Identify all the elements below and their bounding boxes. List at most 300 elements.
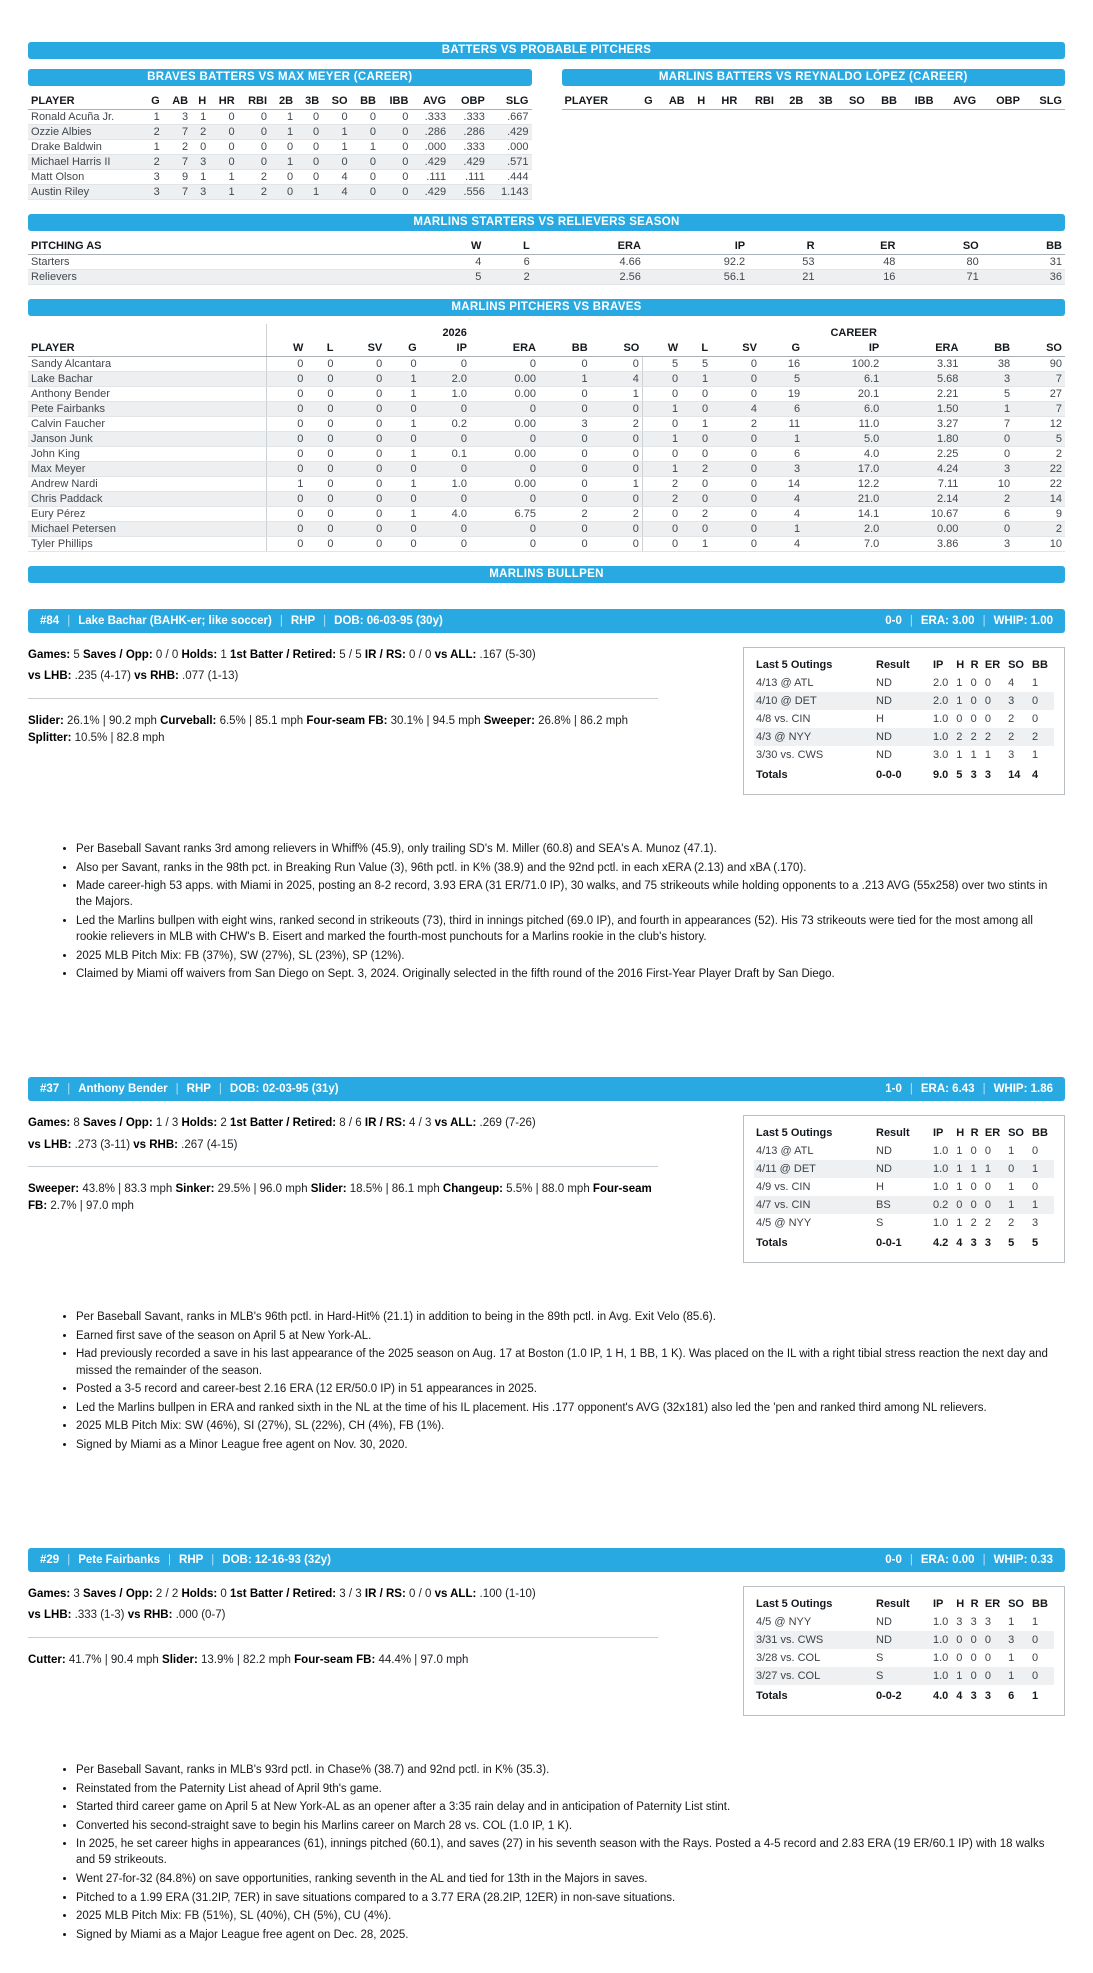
stat-label: vs LHB: — [28, 670, 72, 683]
table-row — [28, 447, 1065, 462]
table-cell: 2B — [777, 94, 806, 110]
table-cell: 7 — [1013, 402, 1065, 417]
table-cell: 4/8 vs. CIN — [756, 713, 811, 725]
pipe-separator: | — [982, 1083, 986, 1096]
table-cell: W — [642, 341, 681, 357]
table-cell: 1 — [209, 185, 237, 200]
card-player-identity — [40, 615, 443, 627]
note-item: • 2025 MLB Pitch Mix: FB (37%), SW (27%), SL (23%), SP (12%). — [76, 948, 1065, 964]
batters-tables-row — [28, 69, 1065, 200]
table-cell: 3 — [163, 110, 191, 125]
table-cell: 10 — [961, 477, 1013, 492]
note-item: • Went 27-for-32 (84.8%) on save opportunities, ranking seventh in the AL and tied for 13th in the Majors in saves. — [76, 1871, 1065, 1887]
stat-label: vs RHB: — [127, 1609, 173, 1622]
table-cell: 0 — [681, 387, 711, 402]
header-segment: 0-0 — [885, 1554, 902, 1566]
table-cell: ND — [876, 1634, 892, 1646]
pipe-separator: | — [67, 1083, 71, 1096]
table-cell: ER — [818, 239, 899, 255]
table-cell: 7 — [961, 417, 1013, 432]
stat-label: vs RHB: — [133, 1138, 178, 1151]
table-header-row — [28, 239, 1065, 255]
table-cell: 1.0 — [420, 387, 470, 402]
table-header-row — [562, 94, 1066, 110]
table-cell: 6 — [484, 255, 532, 270]
table-cell: 3 — [984, 1237, 992, 1250]
table-cell: 0 — [267, 372, 307, 387]
table-row — [28, 492, 1065, 507]
table-cell: 3 — [144, 170, 163, 185]
table-cell: 0.00 — [470, 447, 539, 462]
table-cell: 53 — [748, 255, 817, 270]
table-cell: 2 — [144, 155, 163, 170]
table-row — [28, 140, 532, 155]
table-row — [28, 432, 1065, 447]
table-cell: G — [634, 94, 655, 110]
table-cell: 7.0 — [803, 537, 882, 552]
table-cell: .429 — [411, 185, 449, 200]
table-cell: 0 — [420, 537, 470, 552]
table-cell: 0 — [984, 1670, 992, 1682]
table-cell: 21 — [748, 270, 817, 285]
table-cell: 0 — [336, 417, 385, 432]
table-cell: 1.0 — [933, 713, 949, 725]
table-cell: BB — [1032, 659, 1048, 671]
stat-label: Splitter: — [28, 731, 72, 744]
stat-label: Holds: — [181, 1588, 218, 1600]
table-cell: 7 — [163, 155, 191, 170]
table-cell: 0 — [681, 522, 711, 537]
table-cell: 0 — [711, 462, 760, 477]
note-item: • Made career-high 53 apps. with Miami in 2025, posting an 8-2 record, 3.93 ERA (31 ER/71.0 IP), 30 walks, and 75 strikeouts while holding opponents to a .213 AVG (55x258) over two stints in the Majors. — [76, 878, 1065, 910]
table-cell: 1 — [385, 507, 419, 522]
table-cell: SO — [898, 239, 981, 255]
table-cell: 0 — [970, 677, 977, 689]
table-cell: 4.2 — [933, 1237, 949, 1250]
table-cell: 0 — [1032, 1634, 1039, 1646]
table-cell: 0 — [711, 492, 760, 507]
table-cell: 0 — [267, 417, 307, 432]
table-cell: SO — [1008, 659, 1024, 671]
table-cell: 56.1 — [644, 270, 748, 285]
table-cell: 2.25 — [882, 447, 961, 462]
table-cell: 1 — [956, 749, 963, 761]
table-cell: W — [267, 341, 307, 357]
table-row — [754, 710, 1054, 728]
table-cell: 0 — [970, 713, 977, 725]
table-cell: AB — [163, 94, 191, 110]
table-cell: 0 — [539, 462, 591, 477]
table-cell: 4/5 @ NYY — [756, 1616, 812, 1628]
table-cell: 0 — [379, 170, 411, 185]
table-cell: Totals — [756, 769, 788, 781]
table-cell: 4.66 — [533, 255, 644, 270]
stat-label: Holds: — [181, 649, 218, 661]
table-cell: 0 — [306, 402, 336, 417]
note-item: • Per Baseball Savant, ranks in MLB's 93rd pctl. in Chase% (38.7) and 92nd pctl. in K% (35.3). — [76, 1762, 1065, 1778]
table-cell: 0 — [270, 185, 296, 200]
table-cell: 0 — [1032, 1181, 1039, 1194]
player-notes-list — [62, 1309, 1065, 1453]
card-stats — [28, 1586, 658, 1716]
note-item: • 2025 MLB Pitch Mix: SW (46%), SI (27%), SL (22%), CH (4%), FB (1%). — [76, 1418, 1065, 1434]
table-cell: 12.2 — [803, 477, 882, 492]
table-cell: 0 — [984, 1145, 992, 1158]
table-cell: Lake Bachar — [28, 372, 267, 387]
table-cell: 0 — [470, 522, 539, 537]
table-cell: 0 — [270, 140, 296, 155]
table-cell: 0 — [984, 1181, 992, 1194]
splits-line: vs LHB: .333 (1-3) vs RHB: .000 (0-7) — [28, 1609, 226, 1622]
table-cell: .429 — [449, 155, 488, 170]
pipe-separator: | — [279, 615, 283, 627]
table-cell: 0 — [336, 477, 385, 492]
table-cell: Last 5 Outings — [756, 659, 833, 671]
pipe-separator: | — [175, 1083, 179, 1096]
table-cell: 0 — [642, 387, 681, 402]
table-cell: 0 — [470, 492, 539, 507]
stat-label: vs RHB: — [134, 670, 179, 683]
table-cell: 1 — [1032, 1163, 1039, 1176]
table-cell: IP — [933, 659, 944, 671]
table-cell: 2 — [191, 125, 209, 140]
table-cell: 0 — [267, 522, 307, 537]
table-cell: 3 — [961, 462, 1013, 477]
last-5-outings-table — [754, 1124, 1054, 1252]
table-cell: 0 — [336, 462, 385, 477]
card-header — [28, 1548, 1065, 1572]
table-cell: 0 — [470, 432, 539, 447]
table-cell: 5.0 — [803, 432, 882, 447]
table-cell: IP — [803, 341, 882, 357]
table-cell: R — [970, 659, 979, 671]
table-cell: 1 — [191, 110, 209, 125]
table-cell: Tyler Phillips — [28, 537, 267, 552]
table-cell: SLG — [1023, 94, 1065, 110]
table-cell: S — [876, 1652, 884, 1664]
table-cell: 1 — [1008, 1199, 1015, 1212]
table-cell: 1 — [642, 402, 681, 417]
stat-label: IR / RS: — [364, 649, 406, 661]
table-row — [28, 110, 532, 125]
table-row — [754, 1613, 1054, 1631]
pipe-separator: | — [982, 615, 986, 627]
table-cell: 0 — [470, 537, 539, 552]
table-cell: 0-0-0 — [876, 769, 902, 781]
table-cell: 1 — [270, 125, 296, 140]
table-cell: 7 — [163, 185, 191, 200]
stat-label: Slider: — [310, 1182, 347, 1195]
table-cell: 1 — [385, 477, 419, 492]
table-cell: 0 — [336, 522, 385, 537]
card-player-identity — [40, 1554, 331, 1566]
table-cell: .111 — [449, 170, 488, 185]
table-cell: 0 — [1032, 1670, 1039, 1682]
table-cell: 0 — [209, 125, 237, 140]
table-cell: 2 — [484, 270, 532, 285]
table-cell: 3 — [191, 185, 209, 200]
table-cell: 0 — [470, 357, 539, 372]
table-cell: 2 — [642, 477, 681, 492]
table-cell: R — [748, 239, 817, 255]
table-header-row — [754, 1124, 1054, 1142]
table-cell: 1 — [956, 1145, 963, 1158]
table-cell: 2 — [961, 492, 1013, 507]
table-cell: 0 — [322, 110, 350, 125]
table-cell: PLAYER — [562, 94, 635, 110]
table-cell: 1 — [591, 387, 643, 402]
table-cell: 1 — [760, 522, 803, 537]
table-cell: 1.50 — [882, 402, 961, 417]
header-segment: WHIP: 1.86 — [993, 1083, 1053, 1096]
table-cell: 0 — [306, 447, 336, 462]
table-cell: 1 — [681, 372, 711, 387]
stat-label: vs LHB: — [28, 1609, 72, 1622]
table-cell: G — [144, 94, 163, 110]
table-cell: 0 — [591, 522, 643, 537]
table-row — [28, 170, 532, 185]
table-cell: Austin Riley — [28, 185, 144, 200]
table-cell: 5 — [681, 357, 711, 372]
table-cell: 0 — [267, 447, 307, 462]
table-row — [754, 674, 1054, 692]
table-cell: 3 — [984, 769, 992, 781]
table-cell: 0 — [306, 357, 336, 372]
header-segment: DOB: 06-03-95 (30y) — [334, 615, 443, 627]
table-cell: 0 — [351, 125, 379, 140]
table-cell: 0 — [420, 402, 470, 417]
table-cell: 0 — [591, 402, 643, 417]
table-cell: 4 — [322, 185, 350, 200]
table-cell: 3B — [296, 94, 322, 110]
table-cell: 7 — [163, 125, 191, 140]
table-cell: 0 — [539, 447, 591, 462]
table-cell: 0 — [385, 402, 419, 417]
table-cell: 0 — [711, 537, 760, 552]
table-cell: 16 — [818, 270, 899, 285]
table-cell: 2 — [984, 731, 992, 743]
table-row — [28, 270, 1065, 285]
table-cell: 0 — [591, 357, 643, 372]
bullpen-banner: MARLINS BULLPEN — [28, 566, 1065, 583]
table-header-row — [754, 656, 1054, 674]
table-cell: 6.1 — [803, 372, 882, 387]
table-cell: 1.0 — [933, 1217, 949, 1230]
table-cell: 4/13 @ ATL — [756, 677, 814, 689]
table-cell: 11.0 — [803, 417, 882, 432]
table-cell: 0 — [539, 522, 591, 537]
table-cell: .333 — [449, 140, 488, 155]
braves-batters-section — [28, 69, 532, 200]
table-cell: 0 — [711, 432, 760, 447]
table-cell: HR — [209, 94, 237, 110]
table-cell: 2 — [681, 507, 711, 522]
note-item: • Claimed by Miami off waivers from San Diego on Sept. 3, 2024. Originally selected in the fifth round of the 2016 First-Year Player Draft by San Diego. — [76, 966, 1065, 982]
table-cell: 3 — [984, 1616, 992, 1628]
table-cell: Matt Olson — [28, 170, 144, 185]
table-cell: 6.75 — [470, 507, 539, 522]
header-segment: ERA: 3.00 — [920, 615, 975, 627]
table-cell: L — [484, 239, 532, 255]
table-cell: 3B — [806, 94, 835, 110]
table-cell: 0 — [956, 1652, 963, 1664]
table-cell: 0 — [306, 522, 336, 537]
table-cell: 2 — [1008, 713, 1015, 725]
table-cell: Calvin Faucher — [28, 417, 267, 432]
table-cell: IBB — [379, 94, 411, 110]
table-cell: 2 — [238, 185, 270, 200]
stat-label: Saves / Opp: — [82, 1117, 153, 1130]
table-cell: Result — [876, 659, 910, 671]
table-cell: 38 — [961, 357, 1013, 372]
table-cell: H — [876, 1181, 884, 1194]
header-segment: ERA: 6.43 — [920, 1083, 975, 1096]
table-cell: 5 — [760, 372, 803, 387]
table-cell: 4/5 @ NYY — [756, 1217, 812, 1230]
table-cell: 0 — [970, 1199, 977, 1212]
pitch-mix-line: Sweeper: 43.8% | 83.3 mph Sinker: 29.5% | 96.0 mph Slider: 18.5% | 86.1 mph Changeup: 5.5% | 88.0 mph Four-seam FB: 2.7% | 97.0 mph — [28, 1182, 652, 1212]
table-cell: 4/11 @ DET — [756, 1163, 816, 1176]
table-cell: R — [970, 1127, 979, 1140]
table-row — [28, 185, 532, 200]
table-cell: 0 — [379, 110, 411, 125]
table-cell: 3 — [1008, 695, 1015, 707]
table-row — [754, 1196, 1054, 1214]
table-cell: 5 — [422, 270, 484, 285]
stat-label: Four-seam FB: — [28, 1182, 652, 1212]
table-cell: 0 — [267, 537, 307, 552]
table-cell: 0 — [642, 417, 681, 432]
pipe-separator: | — [168, 1554, 172, 1566]
table-cell: 0 — [1032, 695, 1039, 707]
table-cell: BB — [351, 94, 379, 110]
pipe-separator: | — [909, 1083, 913, 1096]
table-cell: G — [385, 341, 419, 357]
marlins-batters-section — [562, 69, 1066, 200]
header-segment: #29 — [40, 1554, 60, 1566]
table-cell: 1.0 — [933, 1670, 949, 1682]
table-cell: 0 — [238, 155, 270, 170]
player-notes-list — [62, 1762, 1065, 1943]
table-cell: 1 — [385, 447, 419, 462]
table-cell: 0 — [681, 492, 711, 507]
table-cell: 0 — [420, 357, 470, 372]
table-cell: 0 — [591, 492, 643, 507]
table-cell: 2 — [681, 462, 711, 477]
table-cell: .333 — [449, 110, 488, 125]
table-cell: 7.11 — [882, 477, 961, 492]
table-cell: 1 — [267, 477, 307, 492]
bullpen-card-lake-bachar — [28, 609, 1065, 982]
table-cell: 0 — [711, 447, 760, 462]
table-cell: 0 — [539, 477, 591, 492]
table-cell: 1 — [956, 695, 963, 707]
table-cell: 2 — [539, 507, 591, 522]
braves-batters-table — [28, 94, 532, 200]
table-cell: 0 — [306, 372, 336, 387]
table-cell: 14 — [760, 477, 803, 492]
table-cell: 0 — [420, 522, 470, 537]
table-cell: 1.0 — [933, 1181, 949, 1194]
table-cell: 3/30 vs. CWS — [756, 749, 824, 761]
table-cell: 9.0 — [933, 769, 949, 781]
table-cell: 0.00 — [470, 372, 539, 387]
card-body — [28, 1586, 1065, 1716]
table-cell: 1 — [591, 477, 643, 492]
table-cell: RBI — [238, 94, 270, 110]
table-cell: 1 — [970, 749, 977, 761]
last-5-outings-table — [754, 656, 1054, 784]
table-cell: 0 — [642, 522, 681, 537]
bullpen-card-pete-fairbanks — [28, 1548, 1065, 1943]
header-segment: RHP — [290, 615, 316, 627]
table-cell: 0 — [711, 372, 760, 387]
table-cell: ERA — [882, 341, 961, 357]
totals-row — [754, 1685, 1054, 1705]
table-cell: 0 — [711, 387, 760, 402]
table-cell: 2 — [984, 1217, 992, 1230]
table-cell: 0 — [984, 713, 992, 725]
table-cell: 0 — [961, 522, 1013, 537]
table-cell: 2 — [591, 507, 643, 522]
divider — [28, 1637, 658, 1638]
table-row — [754, 1178, 1054, 1196]
table-cell: W — [422, 239, 484, 255]
section-banner-batters-vs-probable-pitchers: BATTERS VS PROBABLE PITCHERS — [28, 42, 1065, 59]
table-cell: 0 — [420, 462, 470, 477]
table-cell: 14 — [1013, 492, 1065, 507]
starters-relievers-title: MARLINS STARTERS VS RELIEVERS SEASON — [28, 214, 1065, 231]
table-cell: SLG — [488, 94, 532, 110]
table-cell: 2.0 — [420, 372, 470, 387]
table-cell: 0 — [306, 387, 336, 402]
table-cell: .444 — [488, 170, 532, 185]
table-row — [28, 522, 1065, 537]
table-cell: 0 — [296, 170, 322, 185]
braves-batters-title: BRAVES BATTERS VS MAX MEYER (CAREER) — [28, 69, 532, 86]
table-cell: 1 — [956, 1670, 963, 1682]
table-cell: 3/27 vs. COL — [756, 1670, 821, 1682]
table-cell: 1 — [270, 155, 296, 170]
table-cell: 4 — [591, 372, 643, 387]
table-cell: 3 — [961, 537, 1013, 552]
table-cell: 1 — [984, 1163, 992, 1176]
table-cell: 0 — [306, 507, 336, 522]
table-cell: 17.0 — [803, 462, 882, 477]
table-cell: 1 — [1008, 1616, 1015, 1628]
table-cell: 0 — [681, 447, 711, 462]
table-cell: 0 — [336, 372, 385, 387]
usage-stats-line: Games: 8 Saves / Opp: 1 / 3 Holds: 2 1st Batter / Retired: 8 / 6 IR / RS: 4 / 3 vs ALL: .269 (7-26) — [28, 1117, 536, 1130]
table-cell: 1 — [1032, 1690, 1039, 1702]
table-cell: 0 — [970, 1652, 977, 1664]
table-cell: 1 — [539, 372, 591, 387]
table-cell: S — [876, 1217, 884, 1230]
table-cell: 0.00 — [882, 522, 961, 537]
table-cell: 1.0 — [420, 477, 470, 492]
table-cell: 0 — [970, 1145, 977, 1158]
table-cell: 0 — [642, 372, 681, 387]
table-cell: 3.86 — [882, 537, 961, 552]
pitchers-vs-braves-title: MARLINS PITCHERS VS BRAVES — [28, 299, 1065, 316]
table-cell: 3 — [191, 155, 209, 170]
table-cell: 7 — [1013, 372, 1065, 387]
table-cell: IP — [420, 341, 470, 357]
table-cell: S — [876, 1670, 884, 1682]
table-cell: 3.0 — [933, 749, 949, 761]
table-cell: 0 — [470, 402, 539, 417]
table-cell: SV — [336, 341, 385, 357]
